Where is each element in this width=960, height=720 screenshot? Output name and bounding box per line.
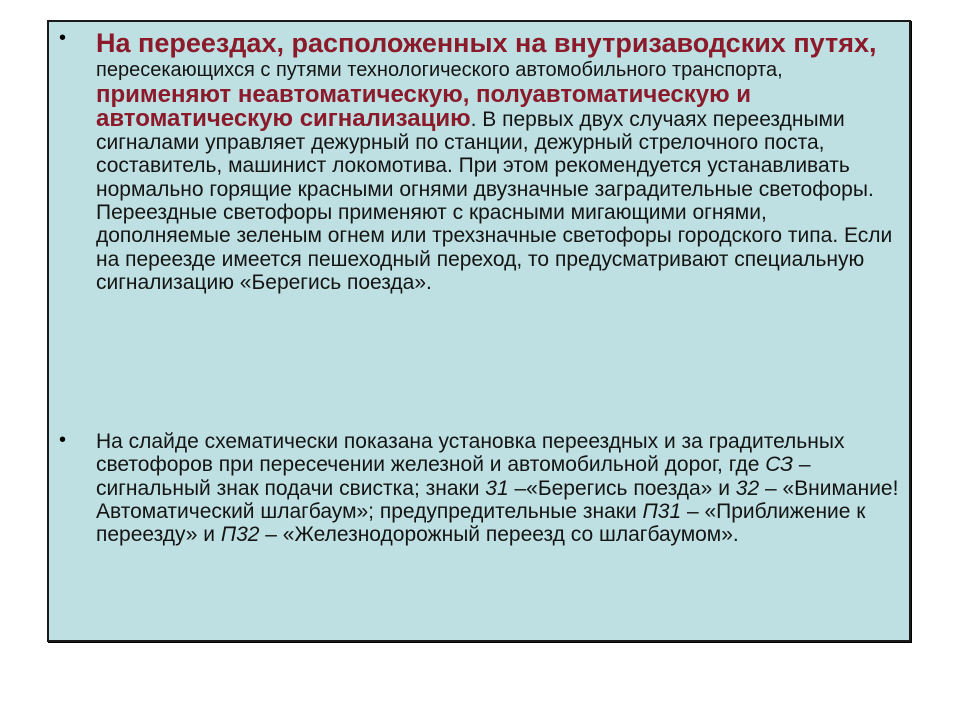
bullet-2-text-1: На слайде схематически показана установка переездных и за градительных светофоров при пересечении железной и автомобильной дорог, где [96, 430, 845, 477]
bullet-1-symbol: • [59, 27, 67, 49]
bullet-1-text-b: . В первых двух случаях переездными сигналами управляет дежурный по станции, дежурный стрелочного поста, составитель, машинист локомотива. При этом рекомендуется устанавливать нормально горящие красными огнями двузначные заградительные светофоры. Переездные светофоры применяют с красными мигающими огнями, дополняемые зеленым огнем или трехзначные светофоры городского типа. Если на переезде имеется пешеходный переход, то предусматривают специальную сигнализацию «Берегись поезда». [96, 107, 893, 294]
bullet-2-text-4: – «Внимание! Автоматический шлагбаум»; предупредительные знаки [96, 476, 899, 523]
bullet-2-sign-p32: П32 [220, 523, 260, 547]
bullet-2-sign-sz: СЗ [765, 453, 794, 477]
content-box [47, 20, 911, 642]
bullet-2-text-6: – «Железнодорожный переезд со шлагбаумом». [259, 523, 739, 547]
bullet-2-sign-p31: П31 [642, 499, 682, 523]
bullet-1-heading: На переездах, расположенных на внутризаводских путях, [96, 28, 877, 58]
bullet-2-text-2: – сигнальный знак подачи свистка; знаки [96, 453, 811, 500]
bullet-2-text-3: –«Берегись поезда» и [508, 476, 736, 500]
bullet-2-paragraph [96, 430, 906, 546]
bullet-1-emphasis: применяют неавтоматическую, полуавтоматическую и автоматическую сигнализацию [96, 80, 752, 132]
bullet-2-sign-32: 32 [735, 476, 760, 500]
bullet-2-sign-31: 31 [485, 476, 509, 500]
bullet-1-text-a: пересекающихся с путями технологического автомобильного транспорта, [96, 59, 783, 82]
bullet-2-symbol: • [59, 429, 67, 451]
bullet-2-text-5: – «Приближение к переезду» и [96, 499, 866, 547]
bullet-1-paragraph [96, 29, 906, 294]
